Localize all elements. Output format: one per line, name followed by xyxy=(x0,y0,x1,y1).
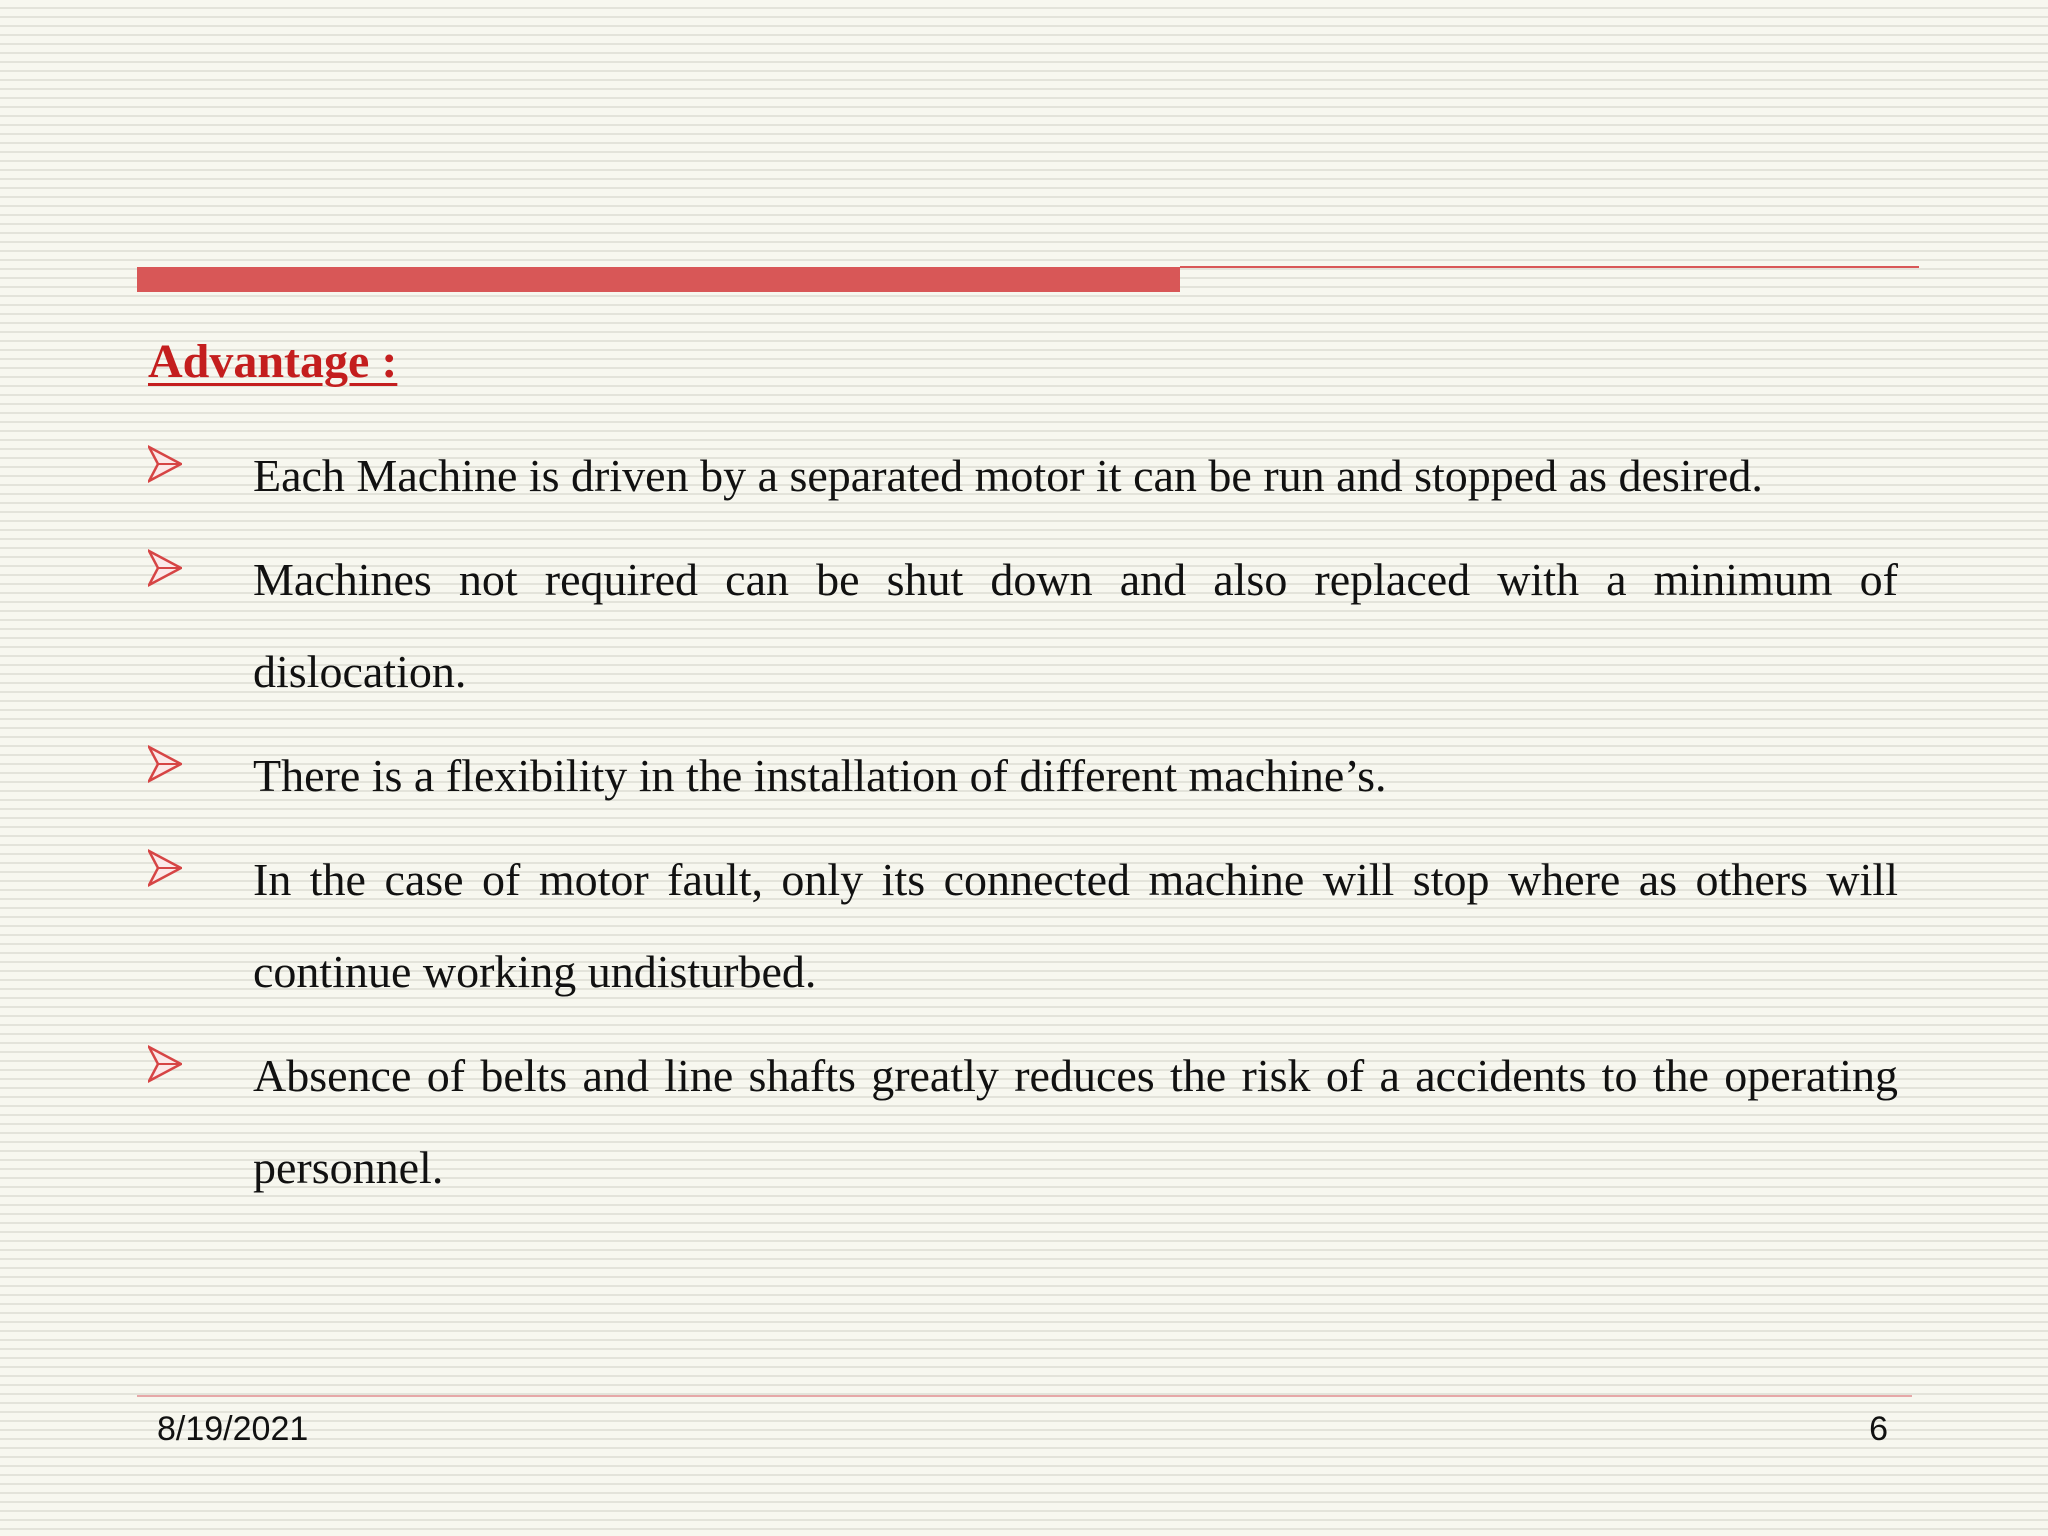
bullet-text: Each Machine is driven by a separated motor it can be run and stopped as desired. xyxy=(253,450,1763,501)
bullet-text: Absence of belts and line shafts greatly reduces the risk of a accidents to the operating personnel. xyxy=(253,1050,1898,1193)
page-number: 6 xyxy=(1869,1410,1888,1448)
list-item xyxy=(148,1030,1898,1214)
list-item xyxy=(148,430,1898,522)
bullet-text: Machines not required can be shut down and also replaced with a minimum of dislocation. xyxy=(253,554,1898,697)
list-item xyxy=(148,730,1898,822)
list-item xyxy=(148,534,1898,718)
header-accent-line xyxy=(1180,266,1919,268)
arrowhead-icon xyxy=(148,444,182,484)
bullet-list xyxy=(148,430,1898,1226)
list-item xyxy=(148,834,1898,1018)
arrowhead-icon xyxy=(148,848,182,888)
footer-divider xyxy=(137,1395,1912,1397)
arrowhead-icon xyxy=(148,744,182,784)
bullet-text: In the case of motor fault, only its connected machine will stop where as others will continue working undisturbed. xyxy=(253,854,1898,997)
arrowhead-icon xyxy=(148,548,182,588)
slide-title: Advantage : xyxy=(148,335,398,388)
header-accent-bar xyxy=(137,267,1180,292)
arrowhead-icon xyxy=(148,1044,182,1084)
bullet-text: There is a flexibility in the installation of different machine’s. xyxy=(253,750,1387,801)
footer-date: 8/19/2021 xyxy=(157,1410,309,1448)
